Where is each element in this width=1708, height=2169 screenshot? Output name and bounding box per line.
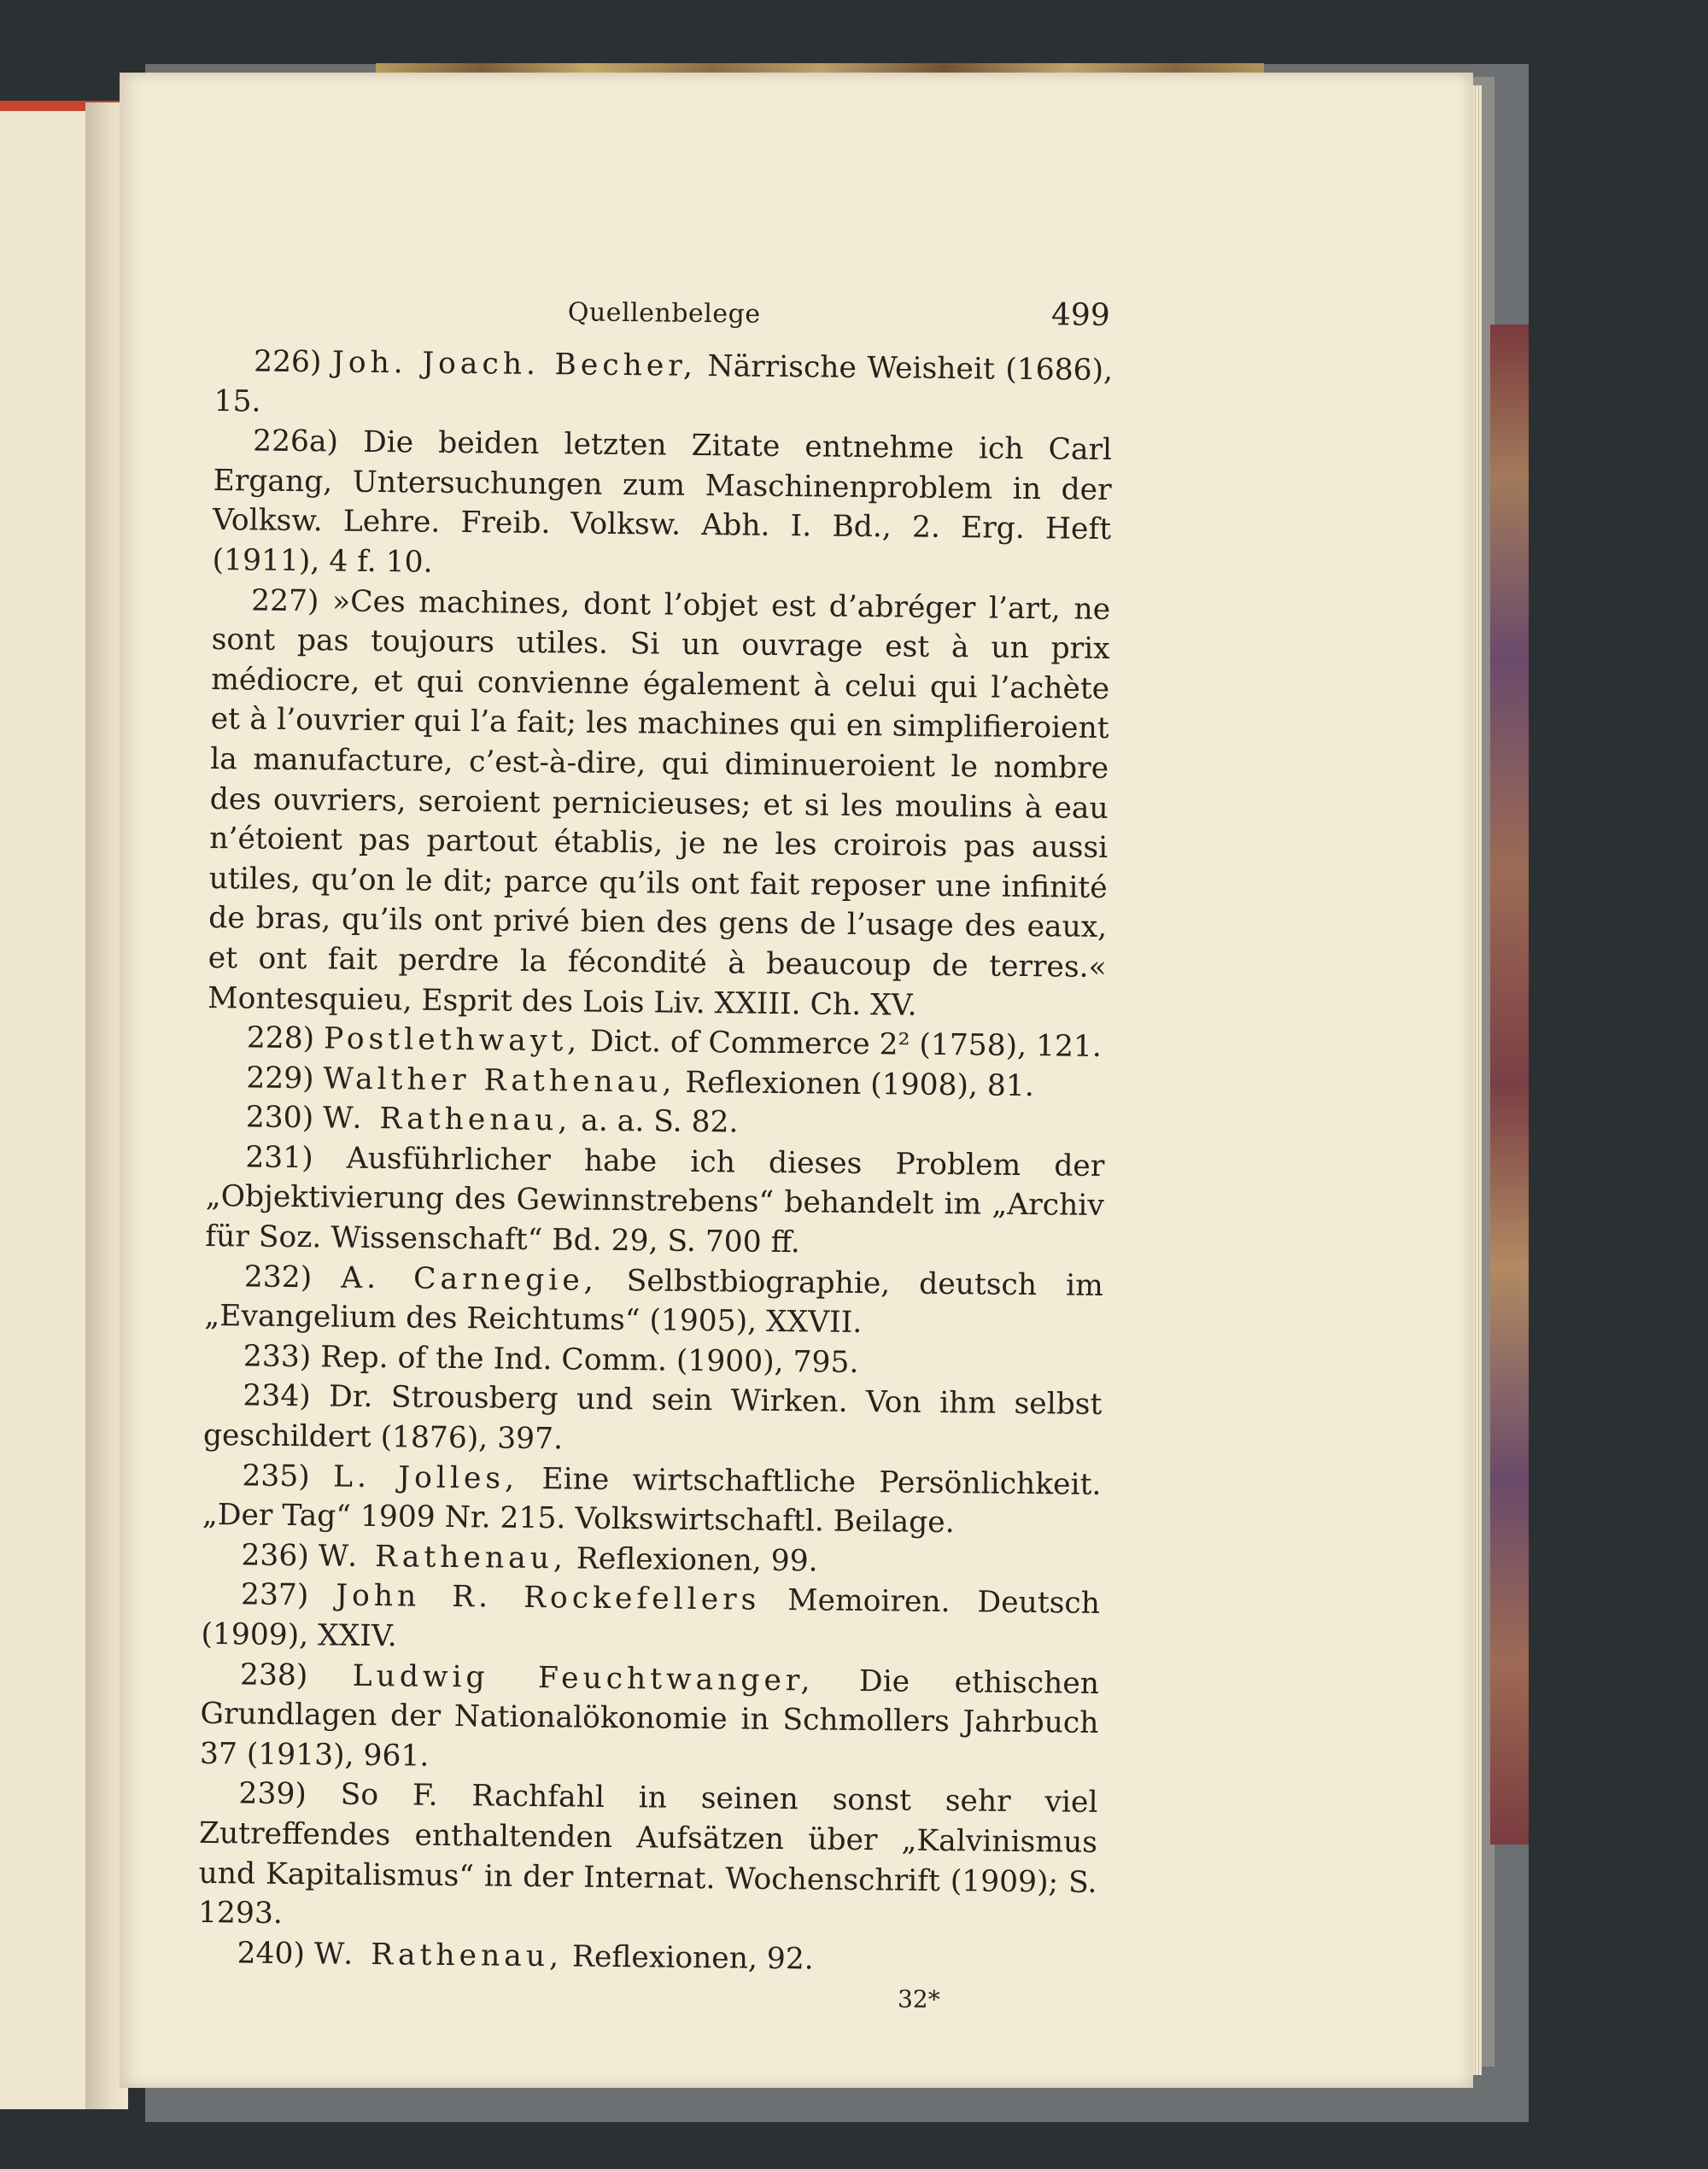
note-text: a. a. S. 82. xyxy=(581,1103,739,1140)
note-number: 236) xyxy=(241,1538,309,1574)
note-text: Memoiren. Deutsch (1909), XXIV. xyxy=(201,1583,1101,1654)
page-text-block xyxy=(197,289,1114,2015)
note-author: W. Rathenau, xyxy=(318,1539,568,1576)
note-number: 231) xyxy=(245,1140,313,1176)
note-text: Dict. of Commerce 2² (1758), 121. xyxy=(589,1024,1103,1065)
note-number: 240) xyxy=(237,1936,306,1971)
endnote xyxy=(205,1137,1104,1266)
note-number: 235) xyxy=(242,1459,310,1494)
note-author: W. Rathenau, xyxy=(322,1101,572,1138)
note-text: Selbstbiographie, deutsch im „Evangelium des Reichtums“ (1905), XXVII. xyxy=(204,1263,1104,1341)
note-number: 232) xyxy=(243,1260,313,1295)
note-text: Die beiden letzten Zitate entnehme ich Carl Ergang, Untersuchungen zum Maschinenproblem in der Volksw. Lehre. Freib. Volksw. Abh. I. Bd., 2. Erg. Heft (1911), 4 f. 10. xyxy=(212,425,1113,580)
note-text: Eine wirtschaftliche Persönlichkeit. „Der Tag“ 1909 Nr. 215. Volkswirtschaftl. Beilage. xyxy=(202,1461,1102,1541)
left-page xyxy=(0,111,94,2109)
endnote xyxy=(200,1655,1099,1784)
signature-mark: 32* xyxy=(897,1985,940,2014)
note-author: Walther Rathenau, xyxy=(323,1061,676,1100)
endnote xyxy=(214,342,1113,430)
note-text: Reflexionen (1908), 81. xyxy=(685,1065,1035,1103)
note-number: 226) xyxy=(253,344,322,380)
note-number: 239) xyxy=(238,1776,307,1812)
note-text: »Ces machines, dont l’objet est d’abréger l’art, ne sont pas toujours utiles. Si un ouvrage est à un prix médiocre, et qui convienne également à celui qui l’achète et à l’ouvrier qui l’a fait; les machines qui en simplifieroient la manufacture, c’est-à-dire, qui diminueroient le nombre des ouvriers, seroient pernicieuses; et si les moulins à eau n’étoient pas partout établis, je ne les croirois pas aussi utiles, qu’on le dit; parce qu’ils ont fait reposer une infinité de bras, qu’ils ont privé bien des gens de l’usage des eaux, et ont fait perdre la fécondité à beaucoup de terres.« Montesquieu, Esprit des Lois Liv. XXIII. Ch. XV. xyxy=(208,584,1111,1023)
endnote xyxy=(204,1257,1103,1346)
note-number: 228) xyxy=(246,1020,315,1056)
note-text: Ausführlicher habe ich dieses Problem der „Objektivierung des Gewinnstrebens“ behandelt im „Archiv für Soz. Wissenschaft“ Bd. 29, S. 700 ff. xyxy=(205,1141,1105,1260)
note-number: 229) xyxy=(246,1061,314,1096)
endnote xyxy=(198,1774,1098,1942)
note-author: L. Jolles, xyxy=(332,1459,519,1496)
running-head xyxy=(214,289,1114,346)
endnote xyxy=(201,1575,1100,1663)
endnotes-list xyxy=(197,342,1113,1982)
note-number: 237) xyxy=(240,1577,309,1613)
endnote xyxy=(212,421,1112,589)
note-number: 230) xyxy=(245,1100,314,1136)
endnote xyxy=(197,1933,1096,1983)
note-number: 227) xyxy=(250,583,319,618)
note-number: 226a) xyxy=(252,424,339,459)
note-text: Rep. of the Ind. Comm. (1900), 795. xyxy=(319,1340,859,1380)
running-head-title: Quellenbelege xyxy=(567,297,761,330)
note-author: A. Carnegie, xyxy=(341,1260,598,1298)
note-author: Postlethwayt, xyxy=(323,1021,582,1059)
endnote xyxy=(203,1376,1103,1465)
note-author: Ludwig Feuchtwanger, xyxy=(352,1658,815,1698)
note-author: John R. Rockefellers xyxy=(336,1578,761,1618)
page-number: 499 xyxy=(1050,297,1110,333)
note-number: 234) xyxy=(243,1378,311,1414)
note-number: 233) xyxy=(243,1339,312,1375)
note-text: Reflexionen, 92. xyxy=(571,1939,814,1977)
note-text: Die ethischen Grundlagen der Nationalökonomie in Schmollers Jahrbuch 37 (1913), 961. xyxy=(199,1663,1100,1774)
marbled-edge-right xyxy=(1490,324,1529,1845)
note-number: 238) xyxy=(239,1657,308,1693)
endnote xyxy=(208,581,1110,1028)
endnote xyxy=(202,1456,1102,1545)
note-text: Närrische Weisheit (1686), 15. xyxy=(214,349,1114,419)
note-text: Reflexionen, 99. xyxy=(576,1541,818,1579)
note-author: Joh. Joach. Becher, xyxy=(331,345,698,383)
note-author: W. Rathenau, xyxy=(313,1937,564,1974)
note-text: So F. Rachfahl in seinen sonst sehr viel Zutreffendes enthaltenden Aufsätzen über „Kalvinismus und Kapitalismus“ in der Internat. Wochenschrift (1909); S. 1293. xyxy=(197,1778,1098,1932)
note-text: Dr. Strousberg und sein Wirken. Von ihm selbst geschildert (1876), 397. xyxy=(202,1379,1103,1457)
